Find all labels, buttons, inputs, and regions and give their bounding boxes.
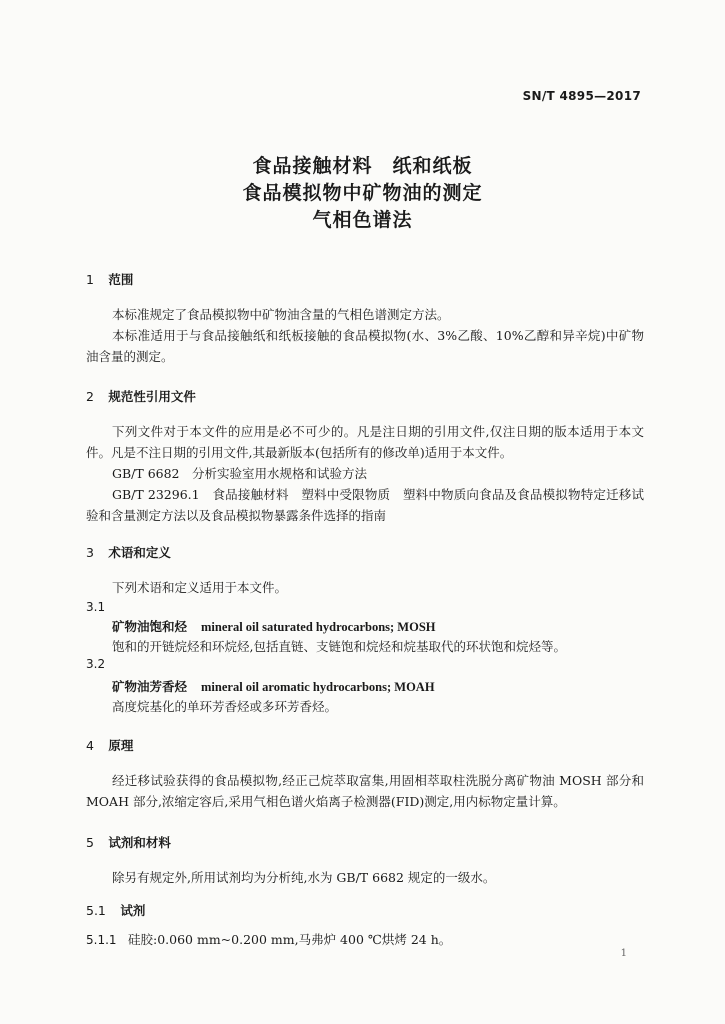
principle-paragraph: 经迁移试验获得的食品模拟物,经正己烷萃取富集,用固相萃取柱洗脱分离矿物油 MOSH 部分和 MOAH 部分,浓缩定容后,采用气相色谱火焰离子检测器(FID)测定,用内标物定量计算。 [86, 773, 644, 809]
subsection-5-1-heading [86, 901, 145, 919]
standard-code: SN/T 4895—2017 [522, 89, 641, 103]
section-number: 1 [86, 272, 94, 287]
section-number: 2 [86, 389, 94, 404]
term-3-2 [112, 677, 435, 695]
subsection-number: 5.1 [86, 903, 106, 918]
term-english: mineral oil saturated hydrocarbons; MOSH [201, 620, 436, 634]
item-5-1-1 [86, 930, 451, 948]
reference-gb-t-6682: GB/T 6682 分析实验室用水规格和试验方法 [112, 466, 368, 481]
section-number: 3 [86, 545, 94, 560]
section-title: 术语和定义 [108, 545, 171, 560]
section-title: 范围 [108, 272, 134, 287]
section-title: 原理 [108, 738, 134, 753]
section-5-heading [86, 833, 171, 851]
document-title-line-1: 食品接触材料 纸和纸板 [252, 155, 473, 177]
section-4-heading [86, 736, 133, 754]
section-2-heading [86, 387, 196, 405]
section-number: 4 [86, 738, 94, 753]
term-3-2-number: 3.2 [86, 657, 106, 671]
item-text: 硅胶:0.060 mm~0.200 mm,马弗炉 400 ℃烘烤 24 h。 [128, 932, 452, 947]
section-title: 规范性引用文件 [108, 389, 196, 404]
reagents-intro: 除另有规定外,所用试剂均为分析纯,水为 GB/T 6682 规定的一级水。 [112, 870, 496, 885]
section-number: 5 [86, 835, 94, 850]
subsection-title: 试剂 [120, 903, 146, 918]
term-3-1 [112, 617, 436, 635]
term-english: mineral oil aromatic hydrocarbons; MOAH [201, 680, 435, 694]
term-3-1-definition: 饱和的开链烷烃和环烷烃,包括直链、支链饱和烷烃和烷基取代的环状饱和烷烃等。 [112, 639, 566, 654]
term-3-2-definition: 高度烷基化的单环芳香烃或多环芳香烃。 [112, 699, 338, 714]
terms-intro: 下列术语和定义适用于本文件。 [112, 580, 288, 595]
section-3-heading [86, 543, 171, 561]
document-title-line-2: 食品模拟物中矿物油的测定 [242, 182, 483, 204]
normative-references-intro: 下列文件对于本文件的应用是必不可少的。凡是注日期的引用文件,仅注日期的版本适用于本文件。凡是不注日期的引用文件,其最新版本(包括所有的修改单)适用于本文件。 [86, 424, 644, 460]
term-chinese: 矿物油芳香烃 [112, 679, 188, 694]
document-title-line-3: 气相色谱法 [312, 209, 413, 231]
page-number: 1 [620, 948, 627, 959]
term-3-1-number: 3.1 [86, 600, 106, 614]
scope-paragraph-1: 本标准规定了食品模拟物中矿物油含量的气相色谱测定方法。 [112, 307, 450, 322]
reference-gb-t-23296-1: GB/T 23296.1 食品接触材料 塑料中受限物质 塑料中物质向食品及食品模拟物特定迁移试验和含量测定方法以及食品模拟物暴露条件选择的指南 [86, 487, 644, 523]
item-number: 5.1.1 [86, 933, 117, 947]
section-1-heading [86, 270, 133, 288]
section-title: 试剂和材料 [108, 835, 171, 850]
scope-paragraph-2: 本标准适用于与食品接触纸和纸板接触的食品模拟物(水、3%乙酸、10%乙醇和异辛烷)中矿物油含量的测定。 [86, 328, 644, 364]
term-chinese: 矿物油饱和烃 [112, 619, 188, 634]
